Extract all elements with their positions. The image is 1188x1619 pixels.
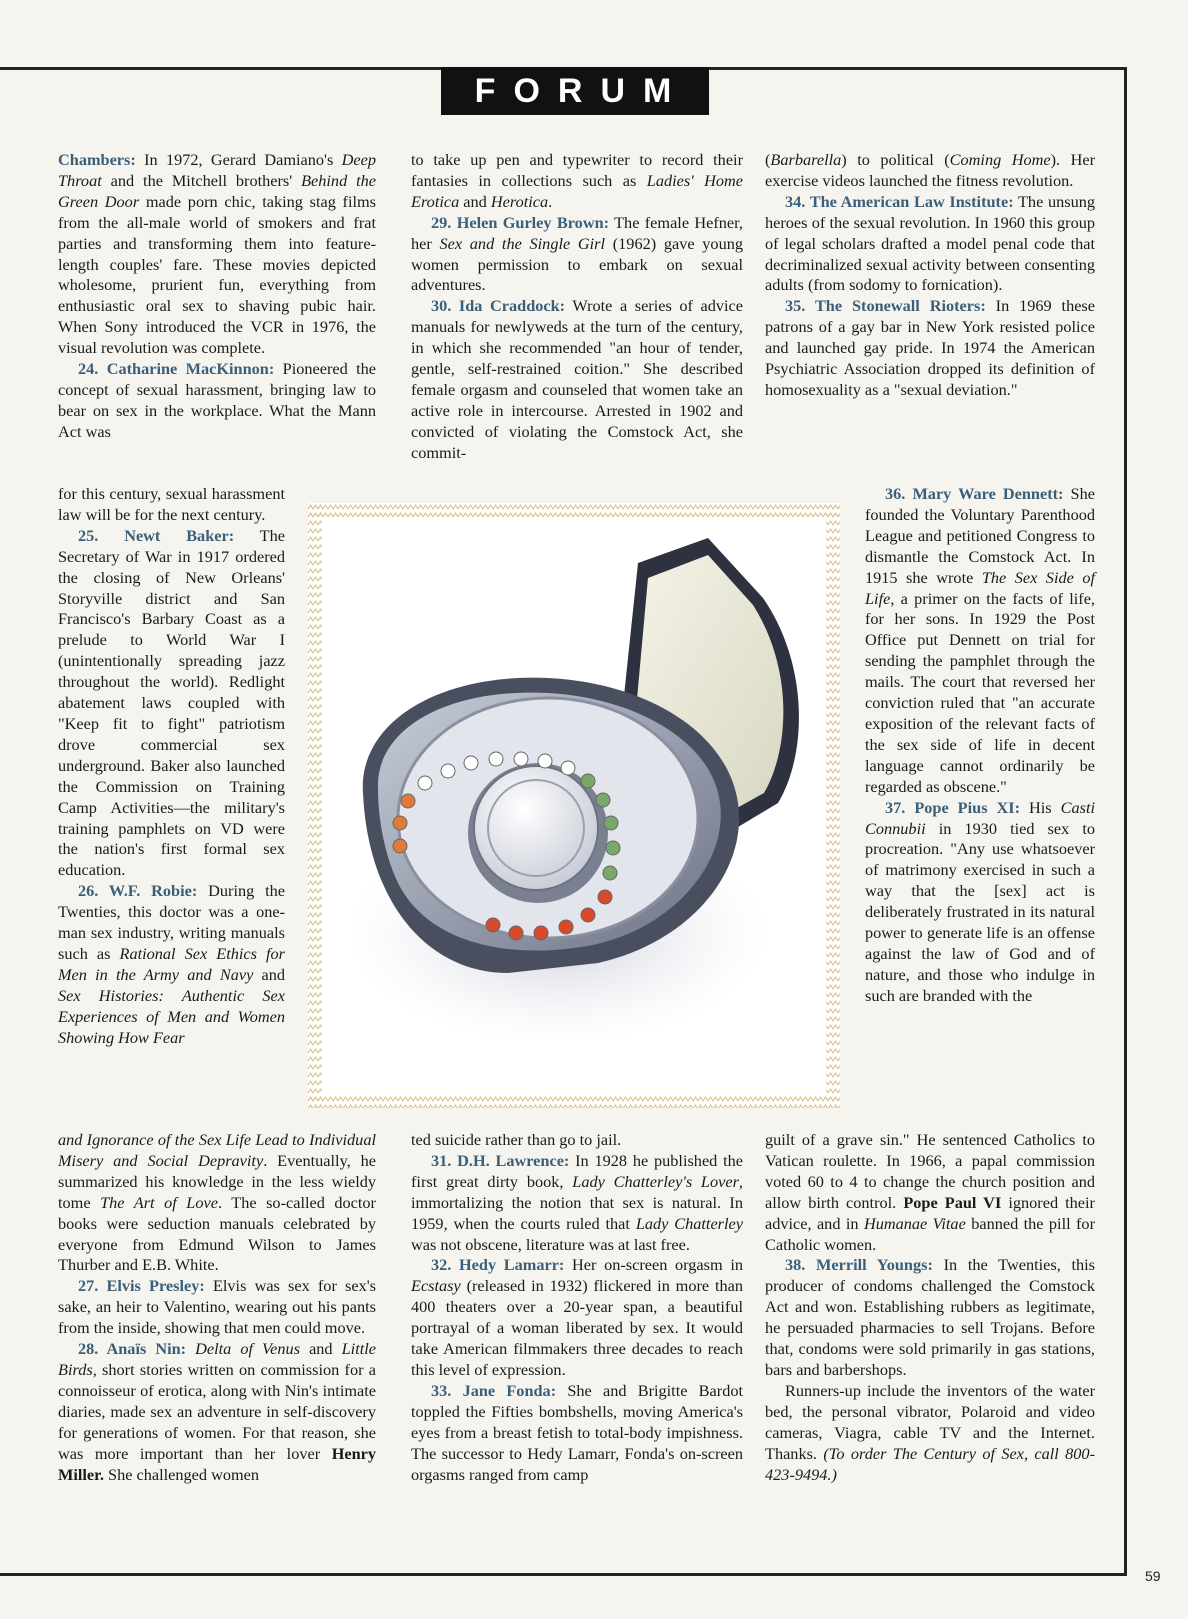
entry-paragraph <box>58 359 376 443</box>
entry-text: She and Brigitte Bardot toppled the Fifties bombshells, moving America's eyes from a breast fetish to total-body impishness. The successor to Hedy Lamarr, Fonda's on-screen orgasms ranged from camp <box>411 1380 743 1484</box>
entry-text: Her on-screen orgasm in Ecstasy (released in 1932) flickered in more than 400 theaters over a 20-year span, a beautiful portrayal of a woman liberated by sex. It would take American filmmakers three decades to reach this level of expression. <box>411 1255 743 1379</box>
entry-text: Runners-up include the inventors of the water bed, the personal vibrator, Polaroid and video cameras, Viagra, cable TV and the Internet. Thanks. (To order The Century of Sex, call 800-423-9494.) <box>765 1380 1095 1484</box>
entry-name: 29. Helen Gurley Brown: <box>431 212 610 232</box>
column-3-top <box>765 150 1095 401</box>
pill-dispenser-icon <box>308 503 840 1108</box>
entry-name: Chambers: <box>58 150 136 169</box>
entry-paragraph <box>58 526 285 881</box>
page-number: 59 <box>1145 1568 1161 1584</box>
entry-paragraph <box>865 798 1095 1007</box>
paragraph: (Barbarella) to political (Coming Home). Her exercise videos launched the fitness revolution. <box>765 150 1096 190</box>
entry-name: 36. Mary Ware Dennett: <box>885 484 1064 503</box>
column-2-bottom <box>411 1130 743 1485</box>
entry-name: 26. W.F. Robie: <box>78 881 198 901</box>
entry-paragraph <box>865 484 1095 798</box>
entry-paragraph <box>58 1339 376 1485</box>
column-2-top <box>411 150 743 464</box>
pill-dispenser-illustration <box>308 503 840 1108</box>
entry-text: Delta of Venus and Little Birds, short stories written on commission for a connoisseur of erotica, along with Nin's intimate diaries, made sex an adventure in self-discovery for generations of women. For that reason, she was more important than her lover Henry Miller. She challenged women <box>58 1339 376 1484</box>
paragraph: and Ignorance of the Sex Life Lead to Individual Misery and Social Depravity. Eventually, he summarized his knowledge in the less wieldy tome The Art of Love. The so-called doctor books were seduction manuals celebrated by everyone from Edmund Wilson to James Thurber and E.B. White. <box>58 1130 377 1275</box>
entry-paragraph <box>765 1381 1095 1486</box>
entry-paragraph <box>411 1381 743 1486</box>
entry-text: In the Twenties, this producer of condoms challenged the Comstock Act and won. Establishing rubbers as legitimate, he persuaded pharmacies to sell Trojans. Before that, condoms were sold primarily in gas stations, bars and barbershops. <box>765 1255 1096 1379</box>
entry-text: Pioneered the concept of sexual harassment, bringing law to bear on sex in the workplace. What the Mann Act was <box>58 359 376 441</box>
entry-name: 34. The American Law Institute: <box>785 191 1014 211</box>
entry-name: 31. D.H. Lawrence: <box>431 1150 570 1170</box>
entry-name: 37. Pope Pius XI: <box>885 797 1021 817</box>
entry-paragraph <box>411 296 743 463</box>
entry-paragraph <box>58 1276 376 1339</box>
column-1-top <box>58 150 376 443</box>
entry-paragraph <box>58 881 285 1048</box>
section-header: FORUM <box>441 67 709 115</box>
entry-text: The Secretary of War in 1917 ordered the closing of New Orleans' Storyville district and San Francisco's Barbary Coast as a prelude to World War I (unintentionally spreading jazz throughout the world). Redlight abatement laws coupled with "Keep fit to fight" patriotism drove commercial sex underground. Baker also launched the Commission on Training Camp Activities—the military's training pamphlets on VD were the nation's first formal sex education. <box>58 525 285 880</box>
entry-name: 35. The Stonewall Rioters: <box>785 296 986 316</box>
entry-text: During the Twenties, this doctor was a one-man sex industry, writing manuals such as Rational Sex Ethics for Men in the Army and Navy and Sex Histories: Authentic Sex Experiences of Men and Women Showing How Fear <box>58 881 286 1047</box>
entry-name: 38. Merrill Youngs: <box>785 1255 933 1275</box>
column-3-narrow <box>865 484 1095 1007</box>
entry-name: 27. Elvis Presley: <box>78 1276 205 1296</box>
entry-paragraph <box>765 1255 1095 1380</box>
entry-text: In 1969 these patrons of a gay bar in New York resisted police and launched gay pride. In 1974 the American Psychiatric Association dropped its definition of homosexuality as a "sexual deviation." <box>765 296 1095 399</box>
entry-text: In 1972, Gerard Damiano's Deep Throat and the Mitchell brothers' Behind the Green Door made porn chic, taking stag films from the all-male world of smokers and frat parties and transforming them into feature-length couples' fare. These movies depicted wholesome, prurient fun, everything from enthusiastic oral sex to shaving pubic hair. When Sony introduced the VCR in 1976, the visual revolution was complete. <box>58 150 377 358</box>
entry-text: In 1928 he published the first great dirty book, Lady Chatterley's Lover, immortalizing the notion that sex is natural. In 1959, when the courts ruled that Lady Chatterley was not obscene, literature was at last free. <box>411 1150 743 1254</box>
column-1-bottom <box>58 1130 376 1485</box>
paragraph: for this century, sexual harassment law will be for the next century. <box>58 484 285 524</box>
entry-name: 25. Newt Baker: <box>78 525 235 545</box>
column-3-bottom <box>765 1130 1095 1485</box>
entry-paragraph <box>765 296 1095 401</box>
paragraph: to take up pen and typewriter to record their fantasies in collections such as Ladies' Home Erotica and Herotica. <box>411 150 743 211</box>
entry-text: His Casti Connubii in 1930 tied sex to procreation. "Any use whatsoever of matrimony exercised in such a way that the [sex] act is deliberately frustrated in its natural power to generate life is an offense against the law of God and of nature, and those who indulge in such are branded with the <box>865 797 1095 1005</box>
right-rule <box>1124 67 1127 1575</box>
entry-paragraph <box>58 150 376 359</box>
paragraph: ted suicide rather than go to jail. <box>411 1130 622 1149</box>
entry-paragraph <box>411 1255 743 1380</box>
entry-paragraph <box>411 1151 743 1256</box>
entry-text: Elvis was sex for sex's sake, an heir to Valentino, wearing out his pants from the inside, showing that men could move. <box>58 1276 376 1338</box>
entry-text: The female Hefner, her Sex and the Single Girl (1962) gave young women permission to embark on sexual adventures. <box>411 212 743 295</box>
bottom-rule <box>0 1573 1127 1576</box>
column-1-narrow <box>58 484 285 1048</box>
entry-name: 24. Catharine MacKinnon: <box>78 359 275 379</box>
entry-text: Wrote a series of advice manuals for newlyweds at the turn of the century, in which she recommended "an hour of tender, gentle, self-restrained coition." She described female orgasm and counseled that women take an active role in intercourse. Arrested in 1902 and convicted of violating the Comstock Act, she commit- <box>411 296 743 462</box>
entry-name: 30. Ida Craddock: <box>431 296 566 316</box>
entry-name: 28. Anaïs Nin: <box>78 1339 187 1359</box>
entry-paragraph <box>411 213 743 297</box>
entry-text: The unsung heroes of the sexual revolution. In 1960 this group of legal scholars drafted a model penal code that decriminalized sexual activity between consenting adults (from sodomy to fornication). <box>765 191 1095 295</box>
entry-name: 33. Jane Fonda: <box>431 1380 557 1400</box>
entry-name: 32. Hedy Lamarr: <box>431 1255 565 1275</box>
entry-text: She founded the Voluntary Parenthood League and petitioned Congress to dismantle the Comstock Act. In 1915 she wrote The Sex Side of Life, a primer on the facts of life, for her sons. In 1929 the Post Office put Dennett on trial for sending the pamphlet through the mails. The court that reversed her conviction ruled that "an accurate exposition of the relevant facts of the sex side of life in decent language cannot ordinarily be regarded as obscene." <box>865 484 1095 796</box>
paragraph: guilt of a grave sin." He sentenced Catholics to Vatican roulette. In 1966, a papal commission voted 60 to 4 to change the church position and allow birth control. Pope Paul VI ignored their advice, and in Humanae Vitae banned the pill for Catholic women. <box>765 1130 1095 1254</box>
entry-paragraph <box>765 192 1095 297</box>
